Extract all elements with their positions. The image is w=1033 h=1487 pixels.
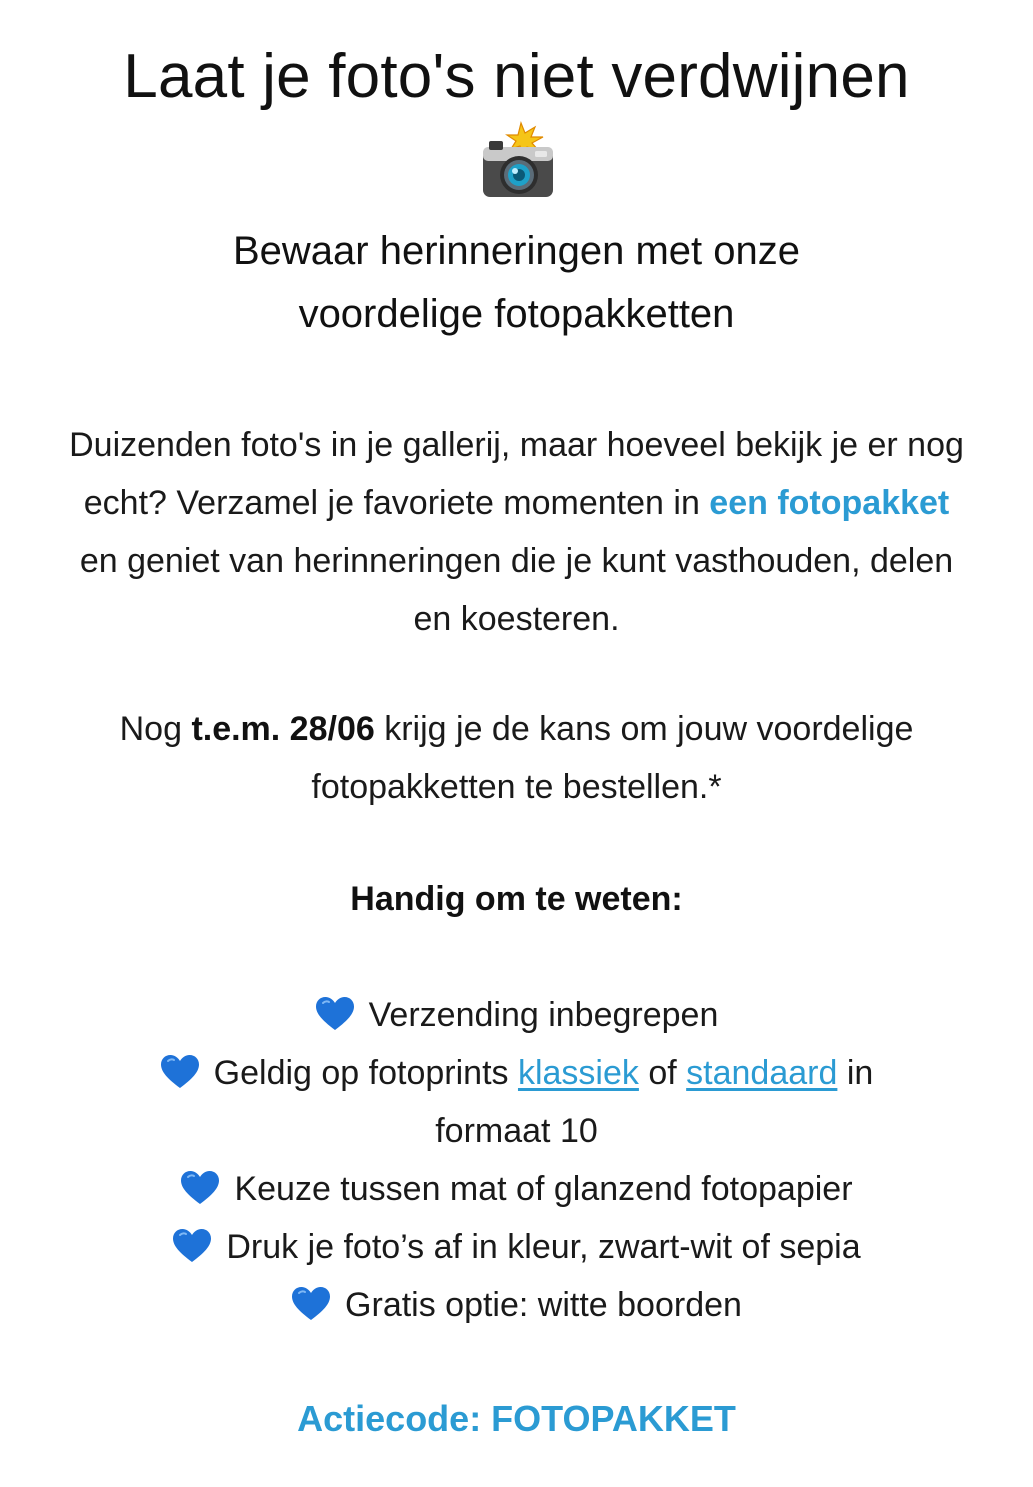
feature-item [107, 986, 927, 1044]
fotopakket-link[interactable]: een fotopakket [709, 484, 950, 522]
camera-flash-svg [475, 121, 559, 201]
standaard-link[interactable]: standaard [686, 1054, 838, 1092]
feature-text: Gratis optie: witte boorden [345, 1286, 742, 1324]
feature-item [107, 1218, 927, 1276]
deadline-date: t.e.m. 28/06 [191, 710, 375, 748]
subtitle: Bewaar herinneringen met onze voordelige fotopakketten [232, 229, 800, 336]
feature-item [107, 1044, 927, 1160]
intro-text-before: Duizenden foto's in je gallerij, maar hoeveel bekijk je er nog echt? Verzamel je favoriete momenten in [69, 426, 964, 522]
page-title: Laat je foto's niet verdwijnen [123, 42, 910, 111]
blue-heart-icon [291, 1286, 331, 1322]
feature-list [107, 986, 927, 1334]
promo-code[interactable]: Actiecode: FOTOPAKKET [297, 1398, 736, 1439]
feature-text: Verzending inbegrepen [368, 996, 719, 1034]
intro-paragraph [67, 416, 967, 648]
deadline-prefix: Nog [119, 710, 192, 748]
feature-text-before: Geldig op fotoprints [213, 1054, 518, 1092]
feature-text-after: in formaat 10 [435, 1054, 874, 1150]
feature-item [107, 1160, 927, 1218]
blue-heart-icon [315, 996, 355, 1032]
camera-flash-icon [50, 118, 983, 204]
blue-heart-icon [172, 1228, 212, 1264]
klassiek-link[interactable]: klassiek [517, 1054, 639, 1092]
intro-text-after: en geniet van herinneringen die je kunt vasthouden, delen en koesteren. [79, 542, 954, 638]
deadline-paragraph [67, 700, 967, 816]
feature-text-middle: of [638, 1054, 687, 1092]
blue-heart-icon [160, 1054, 200, 1090]
feature-text: Druk je foto’s af in kleur, zwart-wit of sepia [226, 1228, 861, 1266]
feature-text: Keuze tussen mat of glanzend fotopapier [234, 1170, 853, 1208]
feature-item [107, 1276, 927, 1334]
info-heading: Handig om te weten: [350, 880, 683, 918]
deadline-suffix: krijg je de kans om jouw voordelige fotopakketten te bestellen.* [311, 710, 914, 806]
blue-heart-icon [180, 1170, 220, 1206]
